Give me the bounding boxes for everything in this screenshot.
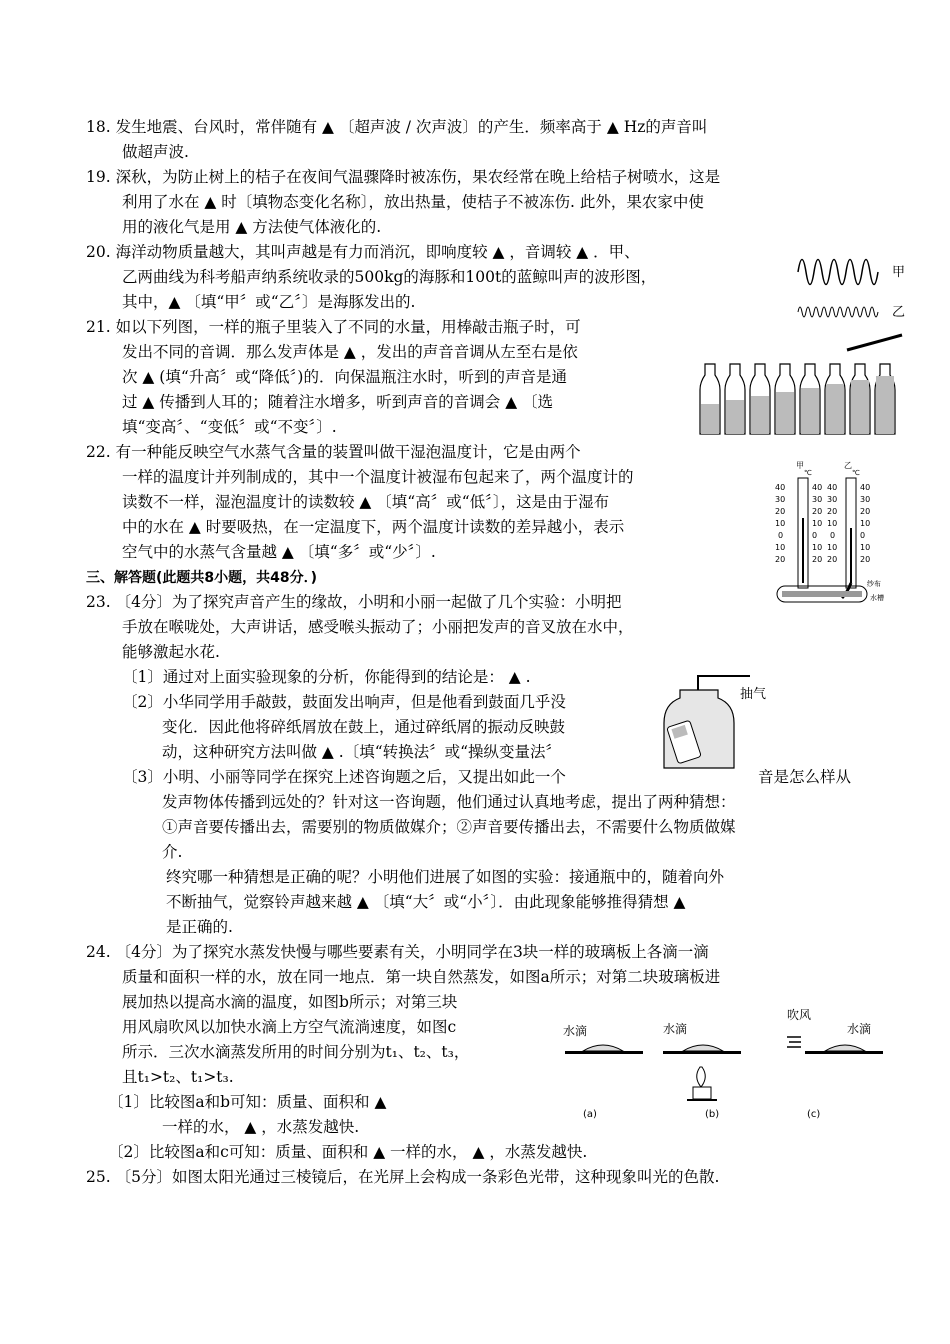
q19-line2: 利用了水在 ▲ 时〔填物态变化名称〕，放出热量，使桔子不被冻伤. 此外，果农家中使 — [122, 193, 704, 211]
svg-text:10: 10 — [827, 543, 838, 552]
svg-text:10: 10 — [827, 519, 838, 528]
q24-sub1-line2: 一样的水， ▲ ，水蒸发越快. — [162, 1118, 360, 1136]
q22-line2: 一样的温度计并列制成的，其中一个温度计被湿布包起来了，两个温度计的 — [122, 468, 634, 486]
q22-line1: 22. 有一种能反映空气水蒸气含量的装置叫做干湿泡温度计，它是由两个 — [86, 443, 581, 461]
svg-text:0: 0 — [860, 531, 866, 540]
q19-line1: 19. 深秋，为防止树上的桔子在夜间气温骤降时被冻伤，果农经常在晚上给桔子树喷水，这是 — [86, 168, 721, 186]
q21-line1: 21. 如以下列图，一样的瓶子里装入了不同的水量，用棒敲击瓶子时，可 — [86, 318, 581, 336]
bottle-7 — [850, 364, 870, 434]
thermo-jia-label: 甲 — [796, 461, 804, 470]
q22-line4: 中的水在 ▲ 时要吸热，在一定温度下，两个温度计读数的差异越小，表示 — [122, 518, 625, 536]
q24-line1: 24. 〔4分〕为了探究水蒸发快慢与哪些要素有关，小明同学在3块一样的玻璃板上各滴一滴 — [86, 943, 709, 961]
q22-line3: 读数不一样，湿泡温度计的读数较 ▲ 〔填“高〞或“低〞〕，这是由于湿布 — [122, 493, 610, 511]
evap-c-label: (c) — [807, 1109, 821, 1120]
svg-text:30: 30 — [812, 495, 823, 504]
bottle-1 — [700, 364, 720, 434]
svg-text:10: 10 — [775, 543, 786, 552]
q18-line2: 做超声波. — [122, 143, 189, 161]
q23-line2: 手放在喉咙处，大声讲话，感受喉头振动了；小丽把发声的音叉放在水中， — [122, 618, 634, 636]
wave-yi-label: 乙 — [892, 305, 906, 320]
thermometer-figure — [772, 458, 892, 608]
bottle-2 — [725, 364, 745, 434]
evap-water-label-c: 水滴 — [847, 1022, 872, 1036]
svg-text:20: 20 — [812, 555, 823, 564]
q24-sub1-line1: 〔1〕比较图a和b可知：质量、面积和 ▲ — [108, 1093, 387, 1111]
q24-line4: 用风扇吹风以加快水滴上方空气流淌速度，如图c — [122, 1018, 457, 1036]
q23-line3: 能够激起水花. — [122, 643, 220, 661]
svg-text:10: 10 — [812, 519, 823, 528]
q23-sub3-line2: 发声物体传播到远处的？针对这一咨询题，他们通过认真地考虑，提出了两种猜想： — [162, 793, 736, 811]
svg-text:0: 0 — [778, 531, 784, 540]
bottle-6 — [825, 364, 845, 434]
q24-sub2: 〔2〕比较图a和c可知：质量、面积和 ▲ 一样的水， ▲ ，水蒸发越快. — [108, 1143, 588, 1161]
svg-text:40: 40 — [812, 483, 823, 492]
svg-text:10: 10 — [775, 519, 786, 528]
svg-text:20: 20 — [827, 507, 838, 516]
q23-sub3-line7: 是正确的. — [166, 918, 233, 936]
q21-line2: 发出不同的音调．那么发声体是 ▲ ，发出的声音音调从左至右是依 — [122, 343, 578, 361]
wave-jia-label: 甲 — [892, 265, 906, 280]
thermo-unit-right: ℃ — [852, 469, 860, 477]
q23-sub3-line5: 终究哪一种猜想是正确的呢？小明他们进展了如图的实验：接通瓶中的，随着向外 — [166, 868, 725, 886]
bottle-4 — [775, 364, 795, 434]
bell-jar-figure — [660, 668, 767, 770]
svg-text:30: 30 — [827, 495, 838, 504]
q23-sub3-line4: 介. — [162, 843, 183, 861]
svg-text:10: 10 — [860, 519, 871, 528]
svg-text:20: 20 — [812, 507, 823, 516]
q23-sub2-line3: 动，这种研究方法叫做 ▲ .〔填“转换法〞或“操纵变量法〞 — [162, 743, 562, 761]
svg-text:0: 0 — [830, 531, 836, 540]
svg-text:40: 40 — [860, 483, 871, 492]
svg-text:30: 30 — [775, 495, 786, 504]
bottle-5 — [800, 364, 820, 434]
q23-sub3-line6: 不断抽气，觉察铃声越来越 ▲ 〔填“大〞或“小〞〕．由此现象能够推得猜想 ▲ — [166, 893, 686, 911]
evap-a-label: (a) — [583, 1109, 597, 1120]
thermo-trough-label: 水槽 — [870, 594, 884, 602]
q21-line3: 次 ▲ (填“升高〞或“降低〞)的．向保温瓶注水时，听到的声音是通 — [122, 368, 567, 386]
q23-sub2-line2: 变化．因此他将碎纸屑放在鼓上，通过碎纸屑的振动反映鼓 — [162, 718, 566, 736]
q24-line6: 且t₁>t₂、t₁>t₃. — [122, 1068, 234, 1086]
q21-line4: 过 ▲ 传播到人耳的；随着注水增多，听到声音的音调会 ▲ 〔选 — [122, 393, 554, 411]
q23-sub3-line3: ①声音要传播出去，需要别的物质做媒介；②声音要传播出去，不需要什么物质做媒 — [162, 818, 736, 836]
bottle-3 — [750, 364, 770, 434]
bottle-8 — [875, 364, 895, 434]
svg-text:20: 20 — [775, 507, 786, 516]
wave-jia — [798, 260, 878, 285]
thermo-cloth-label: 纱布 — [867, 580, 881, 588]
q22-line5: 空气中的水蒸气含量越 ▲ 〔填“多〞或“少〞〕. — [122, 543, 436, 561]
svg-text:20: 20 — [860, 507, 871, 516]
q23-sub3-line1b: 音是怎么样从 — [758, 768, 852, 786]
svg-text:10: 10 — [812, 543, 823, 552]
waveform-figure — [795, 242, 910, 330]
q25-line1: 25. 〔5分〕如图太阳光通过三棱镜后，在光屏上会构成一条彩色光带，这种现象叫光的色散. — [86, 1168, 720, 1186]
q24-line2: 质量和面积一样的水，放在同一地点．第一块自然蒸发，如图a所示；对第二块玻璃板进 — [122, 968, 721, 986]
svg-text:10: 10 — [860, 543, 871, 552]
q23-sub1: 〔1〕通过对上面实验现象的分析，你能得到的结论是： ▲ . — [122, 668, 531, 686]
q23-sub3-line1a: 〔3〕小明、小丽等同学在探究上述咨询题之后，又提出如此一个 — [122, 768, 566, 786]
bottles-figure — [697, 330, 907, 440]
q20-line1: 20. 海洋动物质量越大，其叫声越是有力而消沉，即响度较 ▲ ，音调较 ▲ ．甲、 — [86, 243, 640, 261]
thermo-unit-left: ℃ — [804, 469, 812, 477]
q21-line5: 填“变高〞、“变低〞或“不变〞〕. — [122, 418, 337, 436]
evap-wind-label: 吹风 — [787, 1008, 812, 1022]
svg-text:0: 0 — [812, 531, 818, 540]
svg-text:20: 20 — [827, 555, 838, 564]
evaporation-figure — [555, 1005, 890, 1125]
q24-line5: 所示．三次水滴蒸发所用的时间分别为t₁、t₂、t₃， — [122, 1043, 470, 1061]
q18-line1: 18. 发生地震、台风时，常伴随有 ▲ 〔超声波 / 次声波〕的产生．频率高于 ▲ Hz的声音叫 — [86, 118, 708, 136]
q23-sub2-line1: 〔2〕小华同学用手敲鼓，鼓面发出响声，但是他看到鼓面几乎没 — [122, 693, 566, 711]
svg-text:20: 20 — [775, 555, 786, 564]
q19-line3: 用的液化气是用 ▲ 方法使气体液化的. — [122, 218, 382, 236]
pump-label: 抽气 — [740, 687, 767, 702]
svg-text:20: 20 — [860, 555, 871, 564]
evap-b-label: (b) — [705, 1109, 720, 1120]
q20-line3: 其中，▲ 〔填“甲〞或“乙〞〕是海豚发出的. — [122, 293, 416, 311]
q20-line2: 乙两曲线为科考船声纳系统收录的500kg的海豚和100t的蓝鲸叫声的波形图， — [122, 268, 657, 286]
svg-text:40: 40 — [775, 483, 786, 492]
evap-water-label-b: 水滴 — [663, 1022, 688, 1036]
svg-text:40: 40 — [827, 483, 838, 492]
svg-text:30: 30 — [860, 495, 871, 504]
thermo-yi-label: 乙 — [844, 461, 852, 470]
q24-line3: 展加热以提高水滴的温度，如图b所示；对第三块 — [122, 993, 458, 1011]
evap-water-label-a: 水滴 — [563, 1024, 588, 1038]
wave-yi — [798, 307, 878, 317]
q23-line1: 23. 〔4分〕为了探究声音产生的缘故，小明和小丽一起做了几个实验：小明把 — [86, 593, 622, 611]
section-heading: 三、解答题(此题共8小题，共48分．) — [86, 570, 318, 586]
